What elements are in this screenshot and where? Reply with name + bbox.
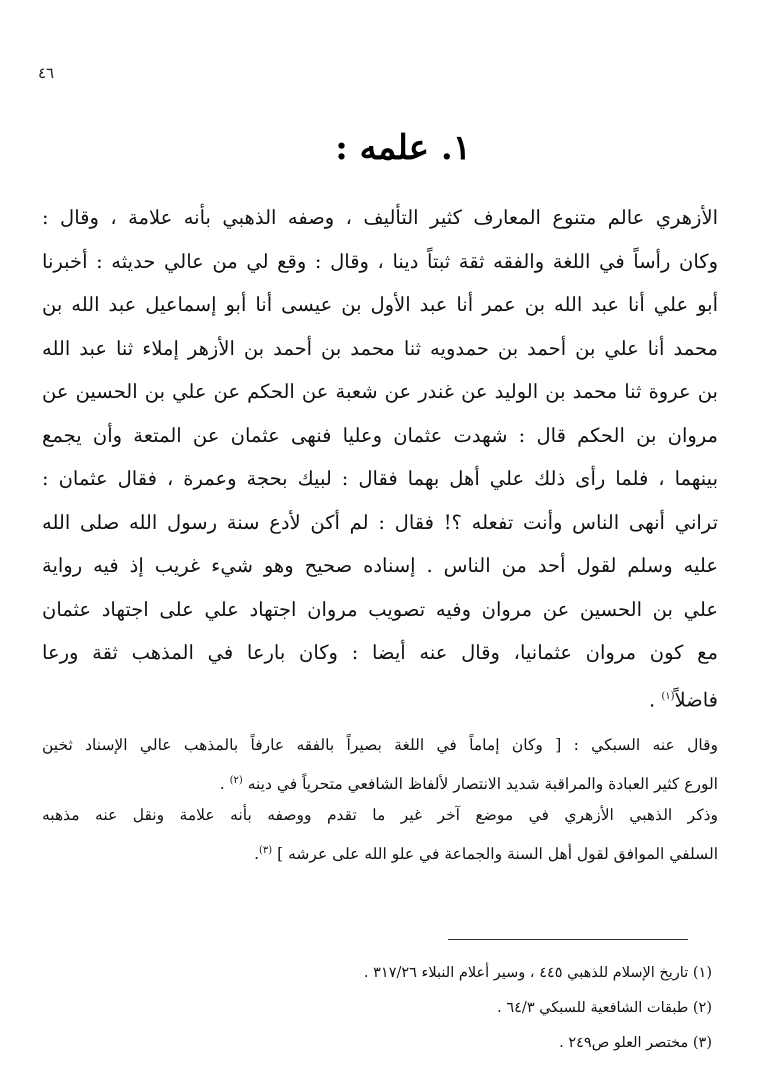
text-line-content: السلفي الموافق لقول أهل السنة والجماعة في علو الله على عرشه ] [277,845,718,864]
text-line: بن عروة ثنا محمد بن الوليد عن غندر عن شعبة عن الحكم عن علي بن الحسين عن [42,380,718,403]
text-line: وذكر الذهبي الأزهري في موضع آخر غير ما تقدم ووصفه بأنه علامة ونقل عنه مذهبه [42,806,718,824]
text-line: عليه وسلم لقول أحد من الناس . إسناده صحيح وهو شيء غريب إذ فيه رواية [42,554,718,577]
sobki-quote-paragraph [42,728,718,798]
section-heading: ١. علمه : [335,128,471,168]
body-text [42,196,718,868]
text-line: بينهما ، فلما رأى ذلك علي أهل بهما فقال : لبيك بحجة وعمرة ، فقال عثمان : [42,467,718,490]
text-line: أبو علي أنا عبد الله بن عمر أنا عبد الأول بن عيسى أنا أبو إسماعيل عبد الله بن [42,293,718,316]
text-line: الأزهري عالم متنوع المعارف كثير التأليف ، وصفه الذهبي بأنه علامة ، وقال : [42,206,718,229]
main-paragraph [42,196,718,718]
footnote-item: (١) تاريخ الإسلام للذهبي ٤٤٥ ، وسير أعلام النبلاء ٣١٧/٢٦ . [363,965,712,981]
footnote-item: (٢) طبقات الشافعية للسبكي ٦٤/٣ . [497,1000,712,1016]
footnote-item: (٣) مختصر العلو ص٢٤٩ . [559,1035,712,1051]
text-line: تراني أنهى الناس وأنت تفعله ؟! فقال : لم أكن لأدع سنة رسول الله صلى الله [42,510,718,534]
dhahabi-paragraph [42,798,718,868]
footnote-reference[interactable]: (٢) [229,775,243,786]
footnote-reference[interactable]: (٣) [259,845,273,856]
text-line: محمد أنا علي بن أحمد بن حمدويه ثنا محمد بن أحمد بن الأزهر إملاء ثنا عبد الله [42,336,718,360]
footnote-separator [448,939,688,940]
text-line: وكان رأساً في اللغة والفقه ثقة ثبتاً دينا ، وقال : وقع لي من عالي حديثه : أخبرنا [42,249,718,273]
footnotes [152,956,712,1061]
text-line: علي بن الحسين عن مروان وفيه تصويب مروان اجتهاد علي على اجتهاد عثمان [42,597,718,621]
text-line-content: فاضلاً [674,688,718,711]
page-number: ٤٦ [38,64,55,82]
text-line: الورع كثير العبادة والمراقبة شديد الانتصار لألفاظ الشافعي متحرياً في دينه $^{(٢)}$ . [219,775,718,794]
text-line: وقال عنه السبكي : [ وكان إماماً في اللغة بصيراً بالفقه عارفاً بالمذهب عالي الإسناد ثخين [42,736,718,754]
text-line: فاضلاً$^{(١)}$ . [648,688,718,711]
text-line: مع كون مروان عثمانيا، وقال عنه أيضا : وكان بارعا في المذهب ثقة ورعا [42,641,718,664]
text-line: السلفي الموافق لقول أهل السنة والجماعة في علو الله على عرشه ] $^{(٣)}$. [254,845,718,864]
text-line-content: الورع كثير العبادة والمراقبة شديد الانتصار لألفاظ الشافعي متحرياً في دينه [247,775,718,794]
text-line: مروان بن الحكم قال : شهدت عثمان وعليا فنهى عثمان عن المتعة وأن يجمع [42,423,718,447]
footnote-reference[interactable]: (١) [661,690,675,702]
